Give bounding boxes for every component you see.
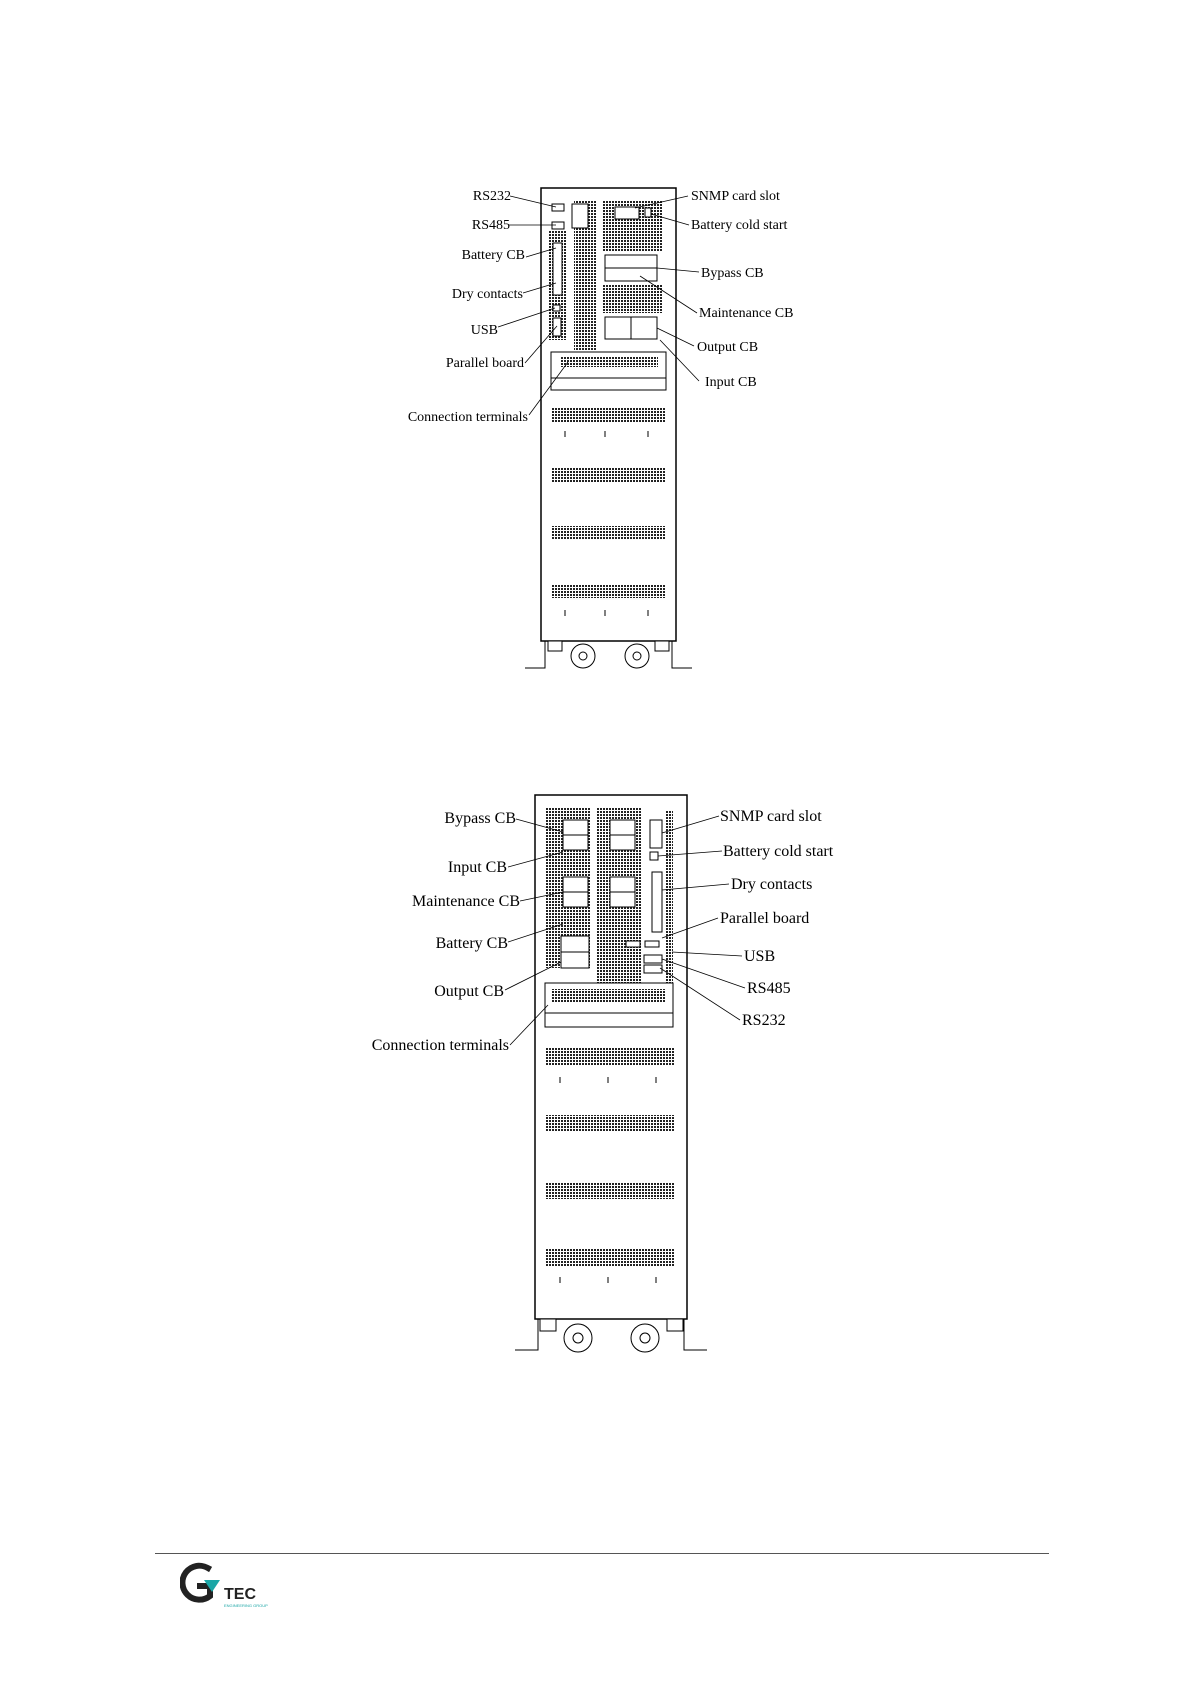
ups-cabinet-drawing-2	[0, 700, 1191, 1380]
label2-rs232: RS232	[742, 1012, 786, 1029]
label2-rs485: RS485	[747, 980, 791, 997]
label2-maintenance-cb: Maintenance CB	[412, 893, 520, 910]
label-snmp-card-slot: SNMP card slot	[691, 189, 780, 204]
right-vent-mid	[603, 285, 663, 313]
label-battery-cold-start: Battery cold start	[691, 218, 788, 233]
lower-vent-3	[551, 526, 666, 540]
ups-cabinet-drawing-1	[0, 0, 1191, 700]
logo-subtext: ENGINEERING GROUP	[224, 1603, 268, 1608]
footer-divider	[155, 1553, 1049, 1554]
label2-battery-cold-start: Battery cold start	[723, 843, 834, 860]
gtec-logo	[180, 1560, 290, 1610]
label2-usb: USB	[744, 948, 776, 965]
upper-right-vent	[665, 810, 673, 1010]
label-input-cb: Input CB	[705, 375, 757, 390]
label-connection-terminals: Connection terminals	[407, 410, 528, 425]
battery-cb-body	[553, 243, 562, 295]
label2-input-cb: Input CB	[447, 859, 507, 876]
label2-connection-terminals: Connection terminals	[371, 1037, 509, 1054]
lower-vent-2-1	[546, 1048, 674, 1065]
label-rs485: RS485	[471, 218, 510, 233]
lower-vent-2	[551, 468, 666, 482]
parallel-board-body	[553, 318, 561, 336]
label-output-cb: Output CB	[697, 340, 759, 355]
lower-vent-2-3	[546, 1182, 674, 1199]
rs485-port	[552, 222, 564, 229]
logo-icon	[180, 1560, 290, 1610]
label2-parallel-board: Parallel board	[720, 910, 810, 927]
label-dry-contacts: Dry contacts	[451, 287, 523, 302]
label-battery-cb: Battery CB	[461, 248, 525, 263]
cabinet-feet-2	[515, 1319, 707, 1352]
cold-start-button	[645, 208, 651, 217]
lower-vent-2-2	[546, 1115, 674, 1132]
lower-vent-4	[551, 584, 666, 598]
ups-rear-panel-diagram-1	[0, 0, 1191, 700]
label-rs232: RS232	[472, 189, 511, 204]
ups-rear-panel-diagram-2	[0, 700, 1191, 1380]
label2-snmp-card-slot: SNMP card slot	[720, 808, 822, 825]
cabinet-feet	[525, 641, 692, 668]
label2-battery-cb: Battery CB	[435, 935, 508, 952]
label-bypass-cb: Bypass CB	[701, 266, 764, 281]
label2-bypass-cb: Bypass CB	[444, 810, 516, 827]
top-module	[572, 204, 588, 228]
label-usb: USB	[470, 323, 498, 338]
label2-dry-contacts: Dry contacts	[731, 876, 813, 893]
label-parallel-board: Parallel board	[445, 356, 524, 371]
lower-vent-1	[551, 408, 666, 422]
label-maintenance-cb: Maintenance CB	[699, 306, 794, 321]
snmp-slot	[615, 207, 639, 219]
label2-output-cb: Output CB	[434, 983, 504, 1000]
rs232-port	[552, 204, 564, 211]
lower-vent-2-4	[546, 1249, 674, 1266]
logo-text: TEC	[224, 1586, 256, 1603]
